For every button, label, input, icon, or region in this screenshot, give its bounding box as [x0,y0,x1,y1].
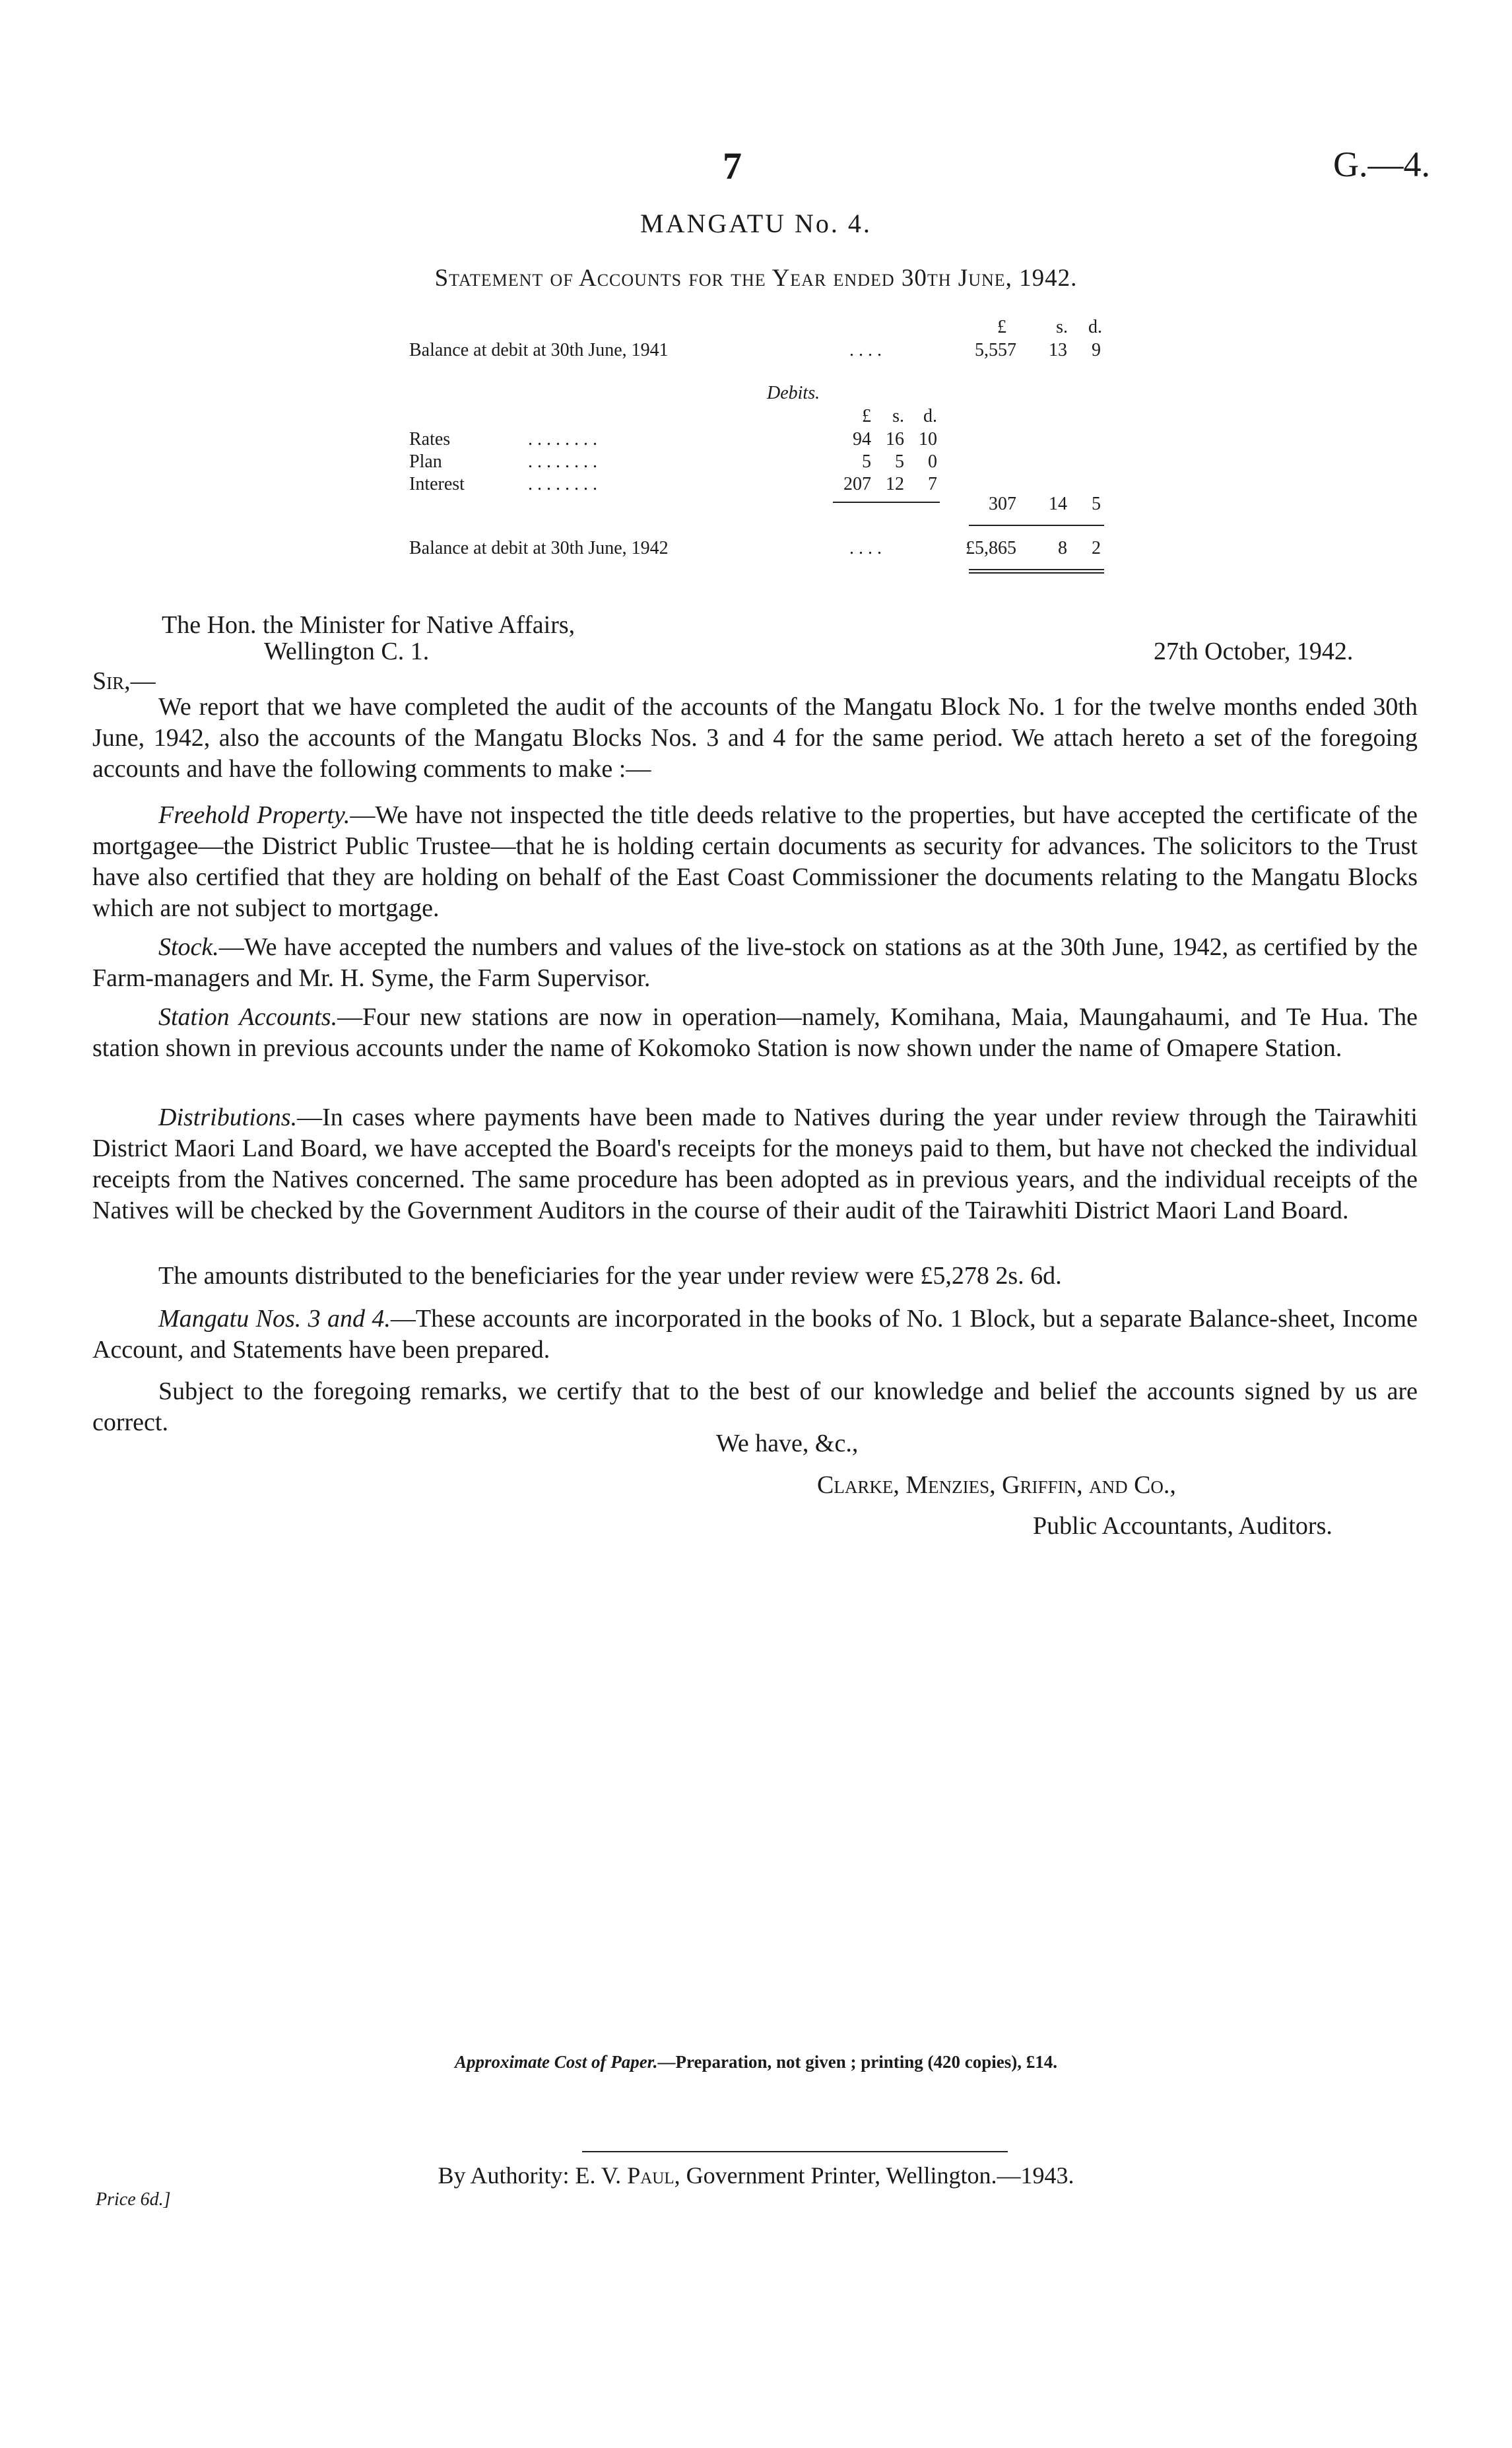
printer-imprint [0,2162,1512,2189]
addressee-line-1: The Hon. the Minister for Native Affairs, [162,611,575,639]
debit-pence: 10 [919,429,937,449]
debit-shillings: 5 [895,451,904,472]
page-number: 7 [723,145,742,187]
debit-label: Rates [409,429,451,449]
section-title: MANGATU No. 4. [640,209,872,238]
closing-balance-label: Balance at debit at 30th June, 1942 [409,538,669,558]
distributions-text: —In cases where payments have been made to Natives during the year under review through the Tairawhiti District Maori Land Board, we have accepted the Board's receipts for the moneys paid to them, but have not checked the individual receipts from the Natives concerned. The same procedure has been adopted as in previous years, and the individual receipts of the Natives will be checked by the Government Auditors in the course of their audit of the Tairawhiti District Maori Land Board. [92,1104,1418,1224]
station-heading: Station Accounts. [158,1003,338,1031]
opening-balance-pounds: 5,557 [975,340,1016,360]
opening-balance-label: Balance at debit at 30th June, 1941 [409,340,669,360]
stock-text: —We have accepted the numbers and values of the live-stock on stations as at the 30th June, 1942, as certified by the Farm-managers and Mr. H. Syme, the Farm Supervisor. [92,933,1418,992]
stock-heading: Stock. [158,933,219,961]
imprint-suffix: , Government Printer, Wellington.—1943. [674,2162,1074,2189]
debit-leaders: . . . . . . . . [528,451,597,472]
mangatu-heading: Mangatu Nos. 3 and 4. [158,1305,391,1333]
intro-text: We report that we have completed the audit of the accounts of the Mangatu Block No. 1 for the twelve months ended 30th June, 1942, also the accounts of the Mangatu Blocks Nos. 3 and 4 for the same period. We attach hereto a set of the foregoing accounts and have the following comments to make :— [92,693,1418,783]
price-note: Price 6d.] [96,2189,171,2210]
debit-leaders: . . . . . . . . [528,429,597,449]
shillings-header: s. [1056,317,1068,337]
freehold-paragraph [92,800,1418,924]
debit-shillings: 16 [886,429,904,449]
debit-label: Plan [409,451,442,472]
letter-closing: We have, &c., [716,1430,859,1457]
imprint-rule [582,2151,1008,2152]
cost-footnote [0,2052,1512,2072]
debit-pounds: 5 [862,451,871,472]
cost-footnote-label: Approximate Cost of Paper. [455,2052,658,2072]
opening-balance-leaders: . . . . [849,340,882,360]
station-text: —Four new stations are now in operation—namely, Komihana, Maia, Maungahaumi, and Te Hua. The station shown in previous accounts under the name of Kokomoko Station is now shown under the name of Omapere Station. [92,1003,1418,1062]
distributions-paragraph [92,1102,1418,1226]
debit-pounds: 207 [843,474,871,494]
stock-paragraph [92,932,1418,994]
debits-heading: Debits. [767,383,820,403]
debit-pence: 7 [928,474,937,494]
debits-total-shillings: 14 [1049,494,1067,514]
debit-shillings: 12 [886,474,904,494]
closing-balance-leaders: . . . . [849,538,882,558]
total-rule [969,525,1104,526]
pounds-header: £ [997,317,1006,337]
debit-leaders: . . . . . . . . [528,474,597,494]
closing-double-rule-top [969,569,1104,570]
debit-pounds: 94 [853,429,871,449]
signatory: Clarke, Menzies, Griffin, and Co., [817,1471,1176,1499]
debits-subtotal-rule [833,502,940,503]
mangatu-paragraph [92,1304,1418,1366]
debits-shillings-header: s. [892,406,904,426]
freehold-heading: Freehold Property. [158,801,350,829]
debits-total-pence: 5 [1092,494,1101,514]
printer-name: Paul [627,2162,674,2189]
statement-title: Statement of Accounts for the Year ended 30th June, 1942. [434,265,1078,292]
debits-pence-header: d. [923,406,937,426]
station-paragraph [92,1002,1418,1064]
intro-paragraph [92,692,1418,785]
subject-text: Subject to the foregoing remarks, we certify that to the best of our knowledge and belief the accounts signed by us are correct. [92,1377,1418,1436]
closing-balance-pence: 2 [1092,538,1101,558]
distributions-heading: Distributions. [158,1104,298,1131]
imprint-prefix: By Authority: E. V. [438,2162,628,2189]
opening-balance-shillings: 13 [1049,340,1067,360]
amounts-paragraph [92,1261,1418,1292]
letter-date: 27th October, 1942. [1154,638,1354,665]
debit-label: Interest [409,474,465,494]
signatory-title: Public Accountants, Auditors. [1033,1512,1332,1540]
freehold-text: —We have not inspected the title deeds relative to the properties, but have accepted the certificate of the mortgagee—the District Public Trustee—that he is holding certain documents as security for advances. The solicitors to the Trust have also certified that they are holding on behalf of the East Coast Commissioner the documents relating to the Mangatu Blocks which are not subject to mortgage. [92,801,1418,922]
addressee-line-2: Wellington C. 1. [264,638,430,665]
pence-header: d. [1088,317,1102,337]
closing-balance-shillings: 8 [1058,538,1067,558]
debits-total-pounds: 307 [989,494,1016,514]
page-reference: G.—4. [1333,145,1430,184]
mangatu-text: —These accounts are incorporated in the books of No. 1 Block, but a separate Balance-sheet, Income Account, and Statements have been prepared. [92,1305,1418,1364]
closing-balance-pounds: £5,865 [966,538,1016,558]
debit-pence: 0 [928,451,937,472]
debits-pounds-header: £ [862,406,871,426]
cost-footnote-text: —Preparation, not given ; printing (420 copies), £14. [657,2052,1057,2072]
closing-double-rule-bottom [969,572,1104,574]
salutation: Sir,— [92,667,156,695]
amounts-text: The amounts distributed to the beneficiaries for the year under review were £5,278 2s. 6d. [158,1262,1062,1290]
opening-balance-pence: 9 [1092,340,1101,360]
